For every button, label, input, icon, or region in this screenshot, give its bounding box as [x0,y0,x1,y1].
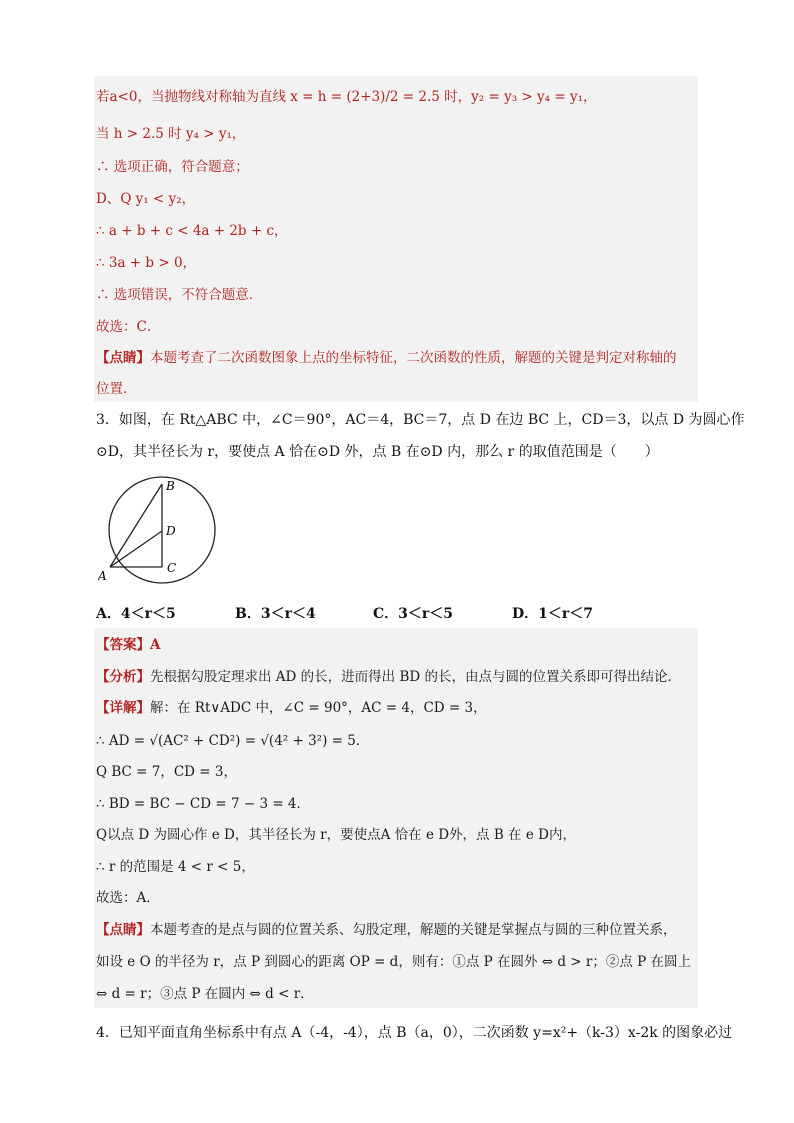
analysis-tag: 【分析】 [96,669,150,685]
comment-line-2: 如设 e O 的半径为 r，点 P 到圆心的距离 OP = d，则有：①点 P 在圆外 ⇔ d > r；②点 P 在圆上 [96,954,692,970]
option-c[interactable]: C．3＜r＜5 [373,606,454,622]
label-a: A [98,569,107,583]
solution-step: 故选：A． [96,890,160,906]
text-line: ∴ a + b + c < 4a + 2b + c， [96,223,288,239]
answer-tag: 【答案】 [96,637,150,653]
answer-line [96,636,160,654]
question-4-line-1: 4．已知平面直角坐标系中有点 A（-4，-4），点 B（a，0），二次函数 y=x²+（k-3）x-2k 的图象必过 [96,1025,733,1041]
text-line: ∴ 选项正确，符合题意； [96,159,249,175]
solution-step: ∴ r 的范围是 4 < r < 5， [96,859,255,875]
comment-line-2: 位置． [96,381,137,397]
text-line: ∴ 3a + b > 0， [96,255,197,271]
detail-text: 解：在 Rt∨ADC 中，∠C = 90°，AC = 4，CD = 3， [150,700,487,716]
text-line: D、Q y₁ < y₂， [96,191,196,207]
solution-step: ∴ BD = BC − CD = 7 − 3 = 4． [96,796,311,812]
label-c: C [167,561,177,575]
solution-step: Q以点 D 为圆心作 e D，其半径长为 r，要使点A 恰在 e D外，点 B 在 e D内， [96,827,576,843]
segment-ab [110,484,162,567]
label-d: D [166,524,176,538]
comment-line [96,921,677,939]
text-line: 故选：C． [96,319,161,335]
solution-step: Q BC = 7，CD = 3， [96,764,237,780]
solution-step: ∴ AD = √(AC² + CD²) = √(4² + 3²) = 5． [96,733,370,749]
text-line: 若a<0，当抛物线对称轴为直线 x = h = (2+3)/2 = 2.5 时，y₂ = y₃ > y₄ = y₁， [96,89,597,105]
analysis-line [96,668,681,686]
option-a[interactable]: A．4＜r＜5 [96,606,176,622]
comment-tag: 【点睛】 [96,350,150,366]
answer-value: A [150,637,161,653]
label-b: B [166,479,175,493]
segment-ad [110,531,162,567]
comment-tag: 【点睛】 [96,922,150,938]
option-b[interactable]: B．3＜r＜4 [235,606,316,622]
question-3-line-2: ⊙D，其半径长为 r，要使点 A 恰在⊙D 外，点 B 在⊙D 内，那么 r 的取值范围是（ ） [96,444,659,460]
comment-line [96,349,677,367]
text-line: 当 h > 2.5 时 y₄ > y₁， [96,126,246,142]
question-3-line-1: 3．如图，在 Rt△ABC 中，∠C＝90°，AC＝4，BC＝7，点 D 在边 BC 上，CD＝3，以点 D 为圆心作 [96,412,745,428]
analysis-text: 先根据勾股定理求出 AD 的长，进而得出 BD 的长，由点与圆的位置关系即可得出结论． [150,669,681,685]
comment-line-3: ⇔ d = r；③点 P 在圆内 ⇔ d < r． [96,986,314,1002]
option-d[interactable]: D．1＜r＜7 [512,606,593,622]
comment-text: 本题考查的是点与圆的位置关系、勾股定理，解题的关键是掌握点与圆的三种位置关系， [150,922,677,938]
text-line: ∴ 选项错误，不符合题意． [96,287,263,303]
geometry-figure [98,474,224,586]
detail-line [96,699,487,717]
detail-tag: 【详解】 [96,700,150,716]
comment-text: 本题考查了二次函数图象上点的坐标特征，二次函数的性质，解题的关键是判定对称轴的 [150,350,677,366]
